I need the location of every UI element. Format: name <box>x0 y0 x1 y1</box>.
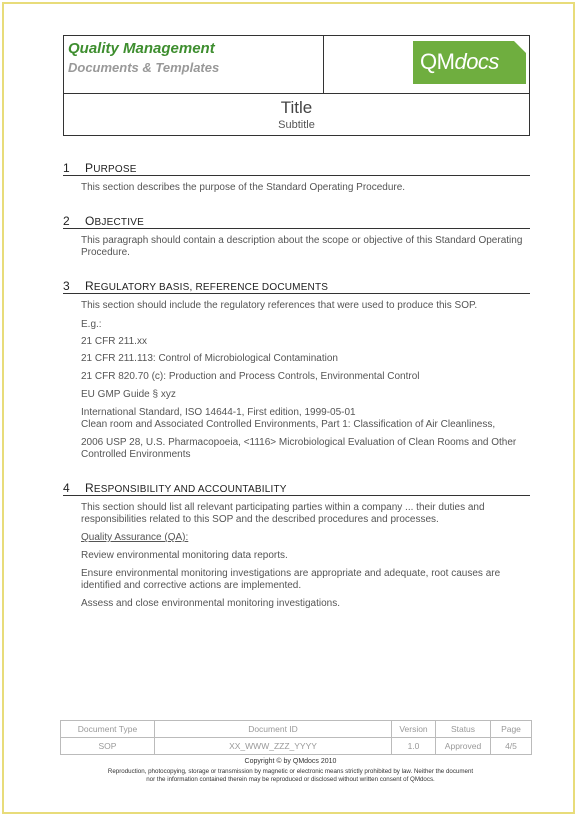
table-cell: Approved <box>436 738 491 755</box>
table-header-cell: Version <box>392 721 436 738</box>
table-cell: 1.0 <box>392 738 436 755</box>
section-number: 3 <box>63 279 70 293</box>
reference-item: EU GMP Guide § xyz <box>81 389 176 400</box>
paragraph: This paragraph should contain a description about the scope or objective of this Standard Operating Procedure. <box>81 235 523 258</box>
paragraph: E.g.: <box>81 319 102 330</box>
logo-prefix: QM <box>420 49 455 74</box>
section-number: 1 <box>63 161 70 175</box>
reference-item: 21 CFR 211.113: Control of Microbiological Contamination <box>81 353 338 364</box>
reference-item: International Standard, ISO 14644-1, First edition, 1999-05-01 <box>81 407 356 418</box>
copyright-line: Copyright © by QMdocs 2010 <box>244 758 337 765</box>
qa-heading: Quality Assurance (QA): <box>81 532 189 543</box>
table-cell: SOP <box>61 738 155 755</box>
document-subtitle: Subtitle <box>278 119 315 131</box>
qmdocs-logo <box>413 41 526 84</box>
paragraph: This section should include the regulatory references that were used to produce this SOP. <box>81 300 478 311</box>
paragraph: Ensure environmental monitoring investigations are appropriate and adequate, root causes are identified and corrective actions are implemented. <box>81 568 501 591</box>
section-number: 4 <box>63 481 70 495</box>
logo-text <box>420 49 499 75</box>
org-subtitle: Documents & Templates <box>68 60 220 75</box>
paragraph: This section describes the purpose of the Standard Operating Procedure. <box>81 182 406 193</box>
org-title: Quality Management <box>68 40 215 57</box>
section-heading-purpose <box>63 160 530 176</box>
logo-fold <box>514 41 526 53</box>
paragraph: Assess and close environmental monitoring investigations. <box>81 598 341 609</box>
section-heading-regulatory <box>63 278 530 294</box>
reference-item: 21 CFR 211.xx <box>81 336 147 347</box>
section-title: PURPOSE <box>85 161 137 175</box>
section-heading-objective <box>63 213 530 229</box>
reference-item: 2006 USP 28, U.S. Pharmacopoeia, <1116> Microbiological Evaluation of Clean Rooms and Other Controlled Environments <box>81 437 517 460</box>
header-top-row <box>64 36 529 94</box>
table-header-row <box>61 721 532 738</box>
legal-notice-line-2: nor the information contained therein may be reproduced or disclosed without written consent of QMdocs. <box>146 776 435 783</box>
table-row <box>61 738 532 755</box>
table-cell: XX_WWW_ZZZ_YYYY <box>155 738 392 755</box>
table-cell: 4/5 <box>491 738 532 755</box>
section-number: 2 <box>63 214 70 228</box>
reference-item: 21 CFR 820.70 (c): Production and Process Controls, Environmental Control <box>81 371 420 382</box>
paragraph: This section should list all relevant participating parties within a company ... their duties and responsibilities related to this SOP and the described procedures and processes. <box>81 502 485 525</box>
table-header-cell: Document ID <box>155 721 392 738</box>
reference-item: Clean room and Associated Controlled Environments, Part 1: Classification of Air Cleanliness, <box>81 419 496 430</box>
section-title: OBJECTIVE <box>85 214 144 228</box>
document-title: Title <box>280 98 313 117</box>
section-heading-responsibility <box>63 480 530 496</box>
section-title: RESPONSIBILITY AND ACCOUNTABILITY <box>85 481 287 495</box>
legal-notice-line-1: Reproduction, photocopying, storage or transmission by magnetic or electronic means strictly prohibited by law. Neither the document <box>107 768 474 775</box>
table-header-cell: Document Type <box>61 721 155 738</box>
table-header-cell: Page <box>491 721 532 738</box>
logo-suffix: docs <box>454 49 499 74</box>
paragraph: Review environmental monitoring data reports. <box>81 550 288 561</box>
document-header <box>63 35 530 136</box>
section-title: REGULATORY BASIS, REFERENCE DOCUMENTS <box>85 279 329 293</box>
document-info-table <box>60 720 532 755</box>
table-header-cell: Status <box>436 721 491 738</box>
header-org-cell <box>64 36 324 93</box>
